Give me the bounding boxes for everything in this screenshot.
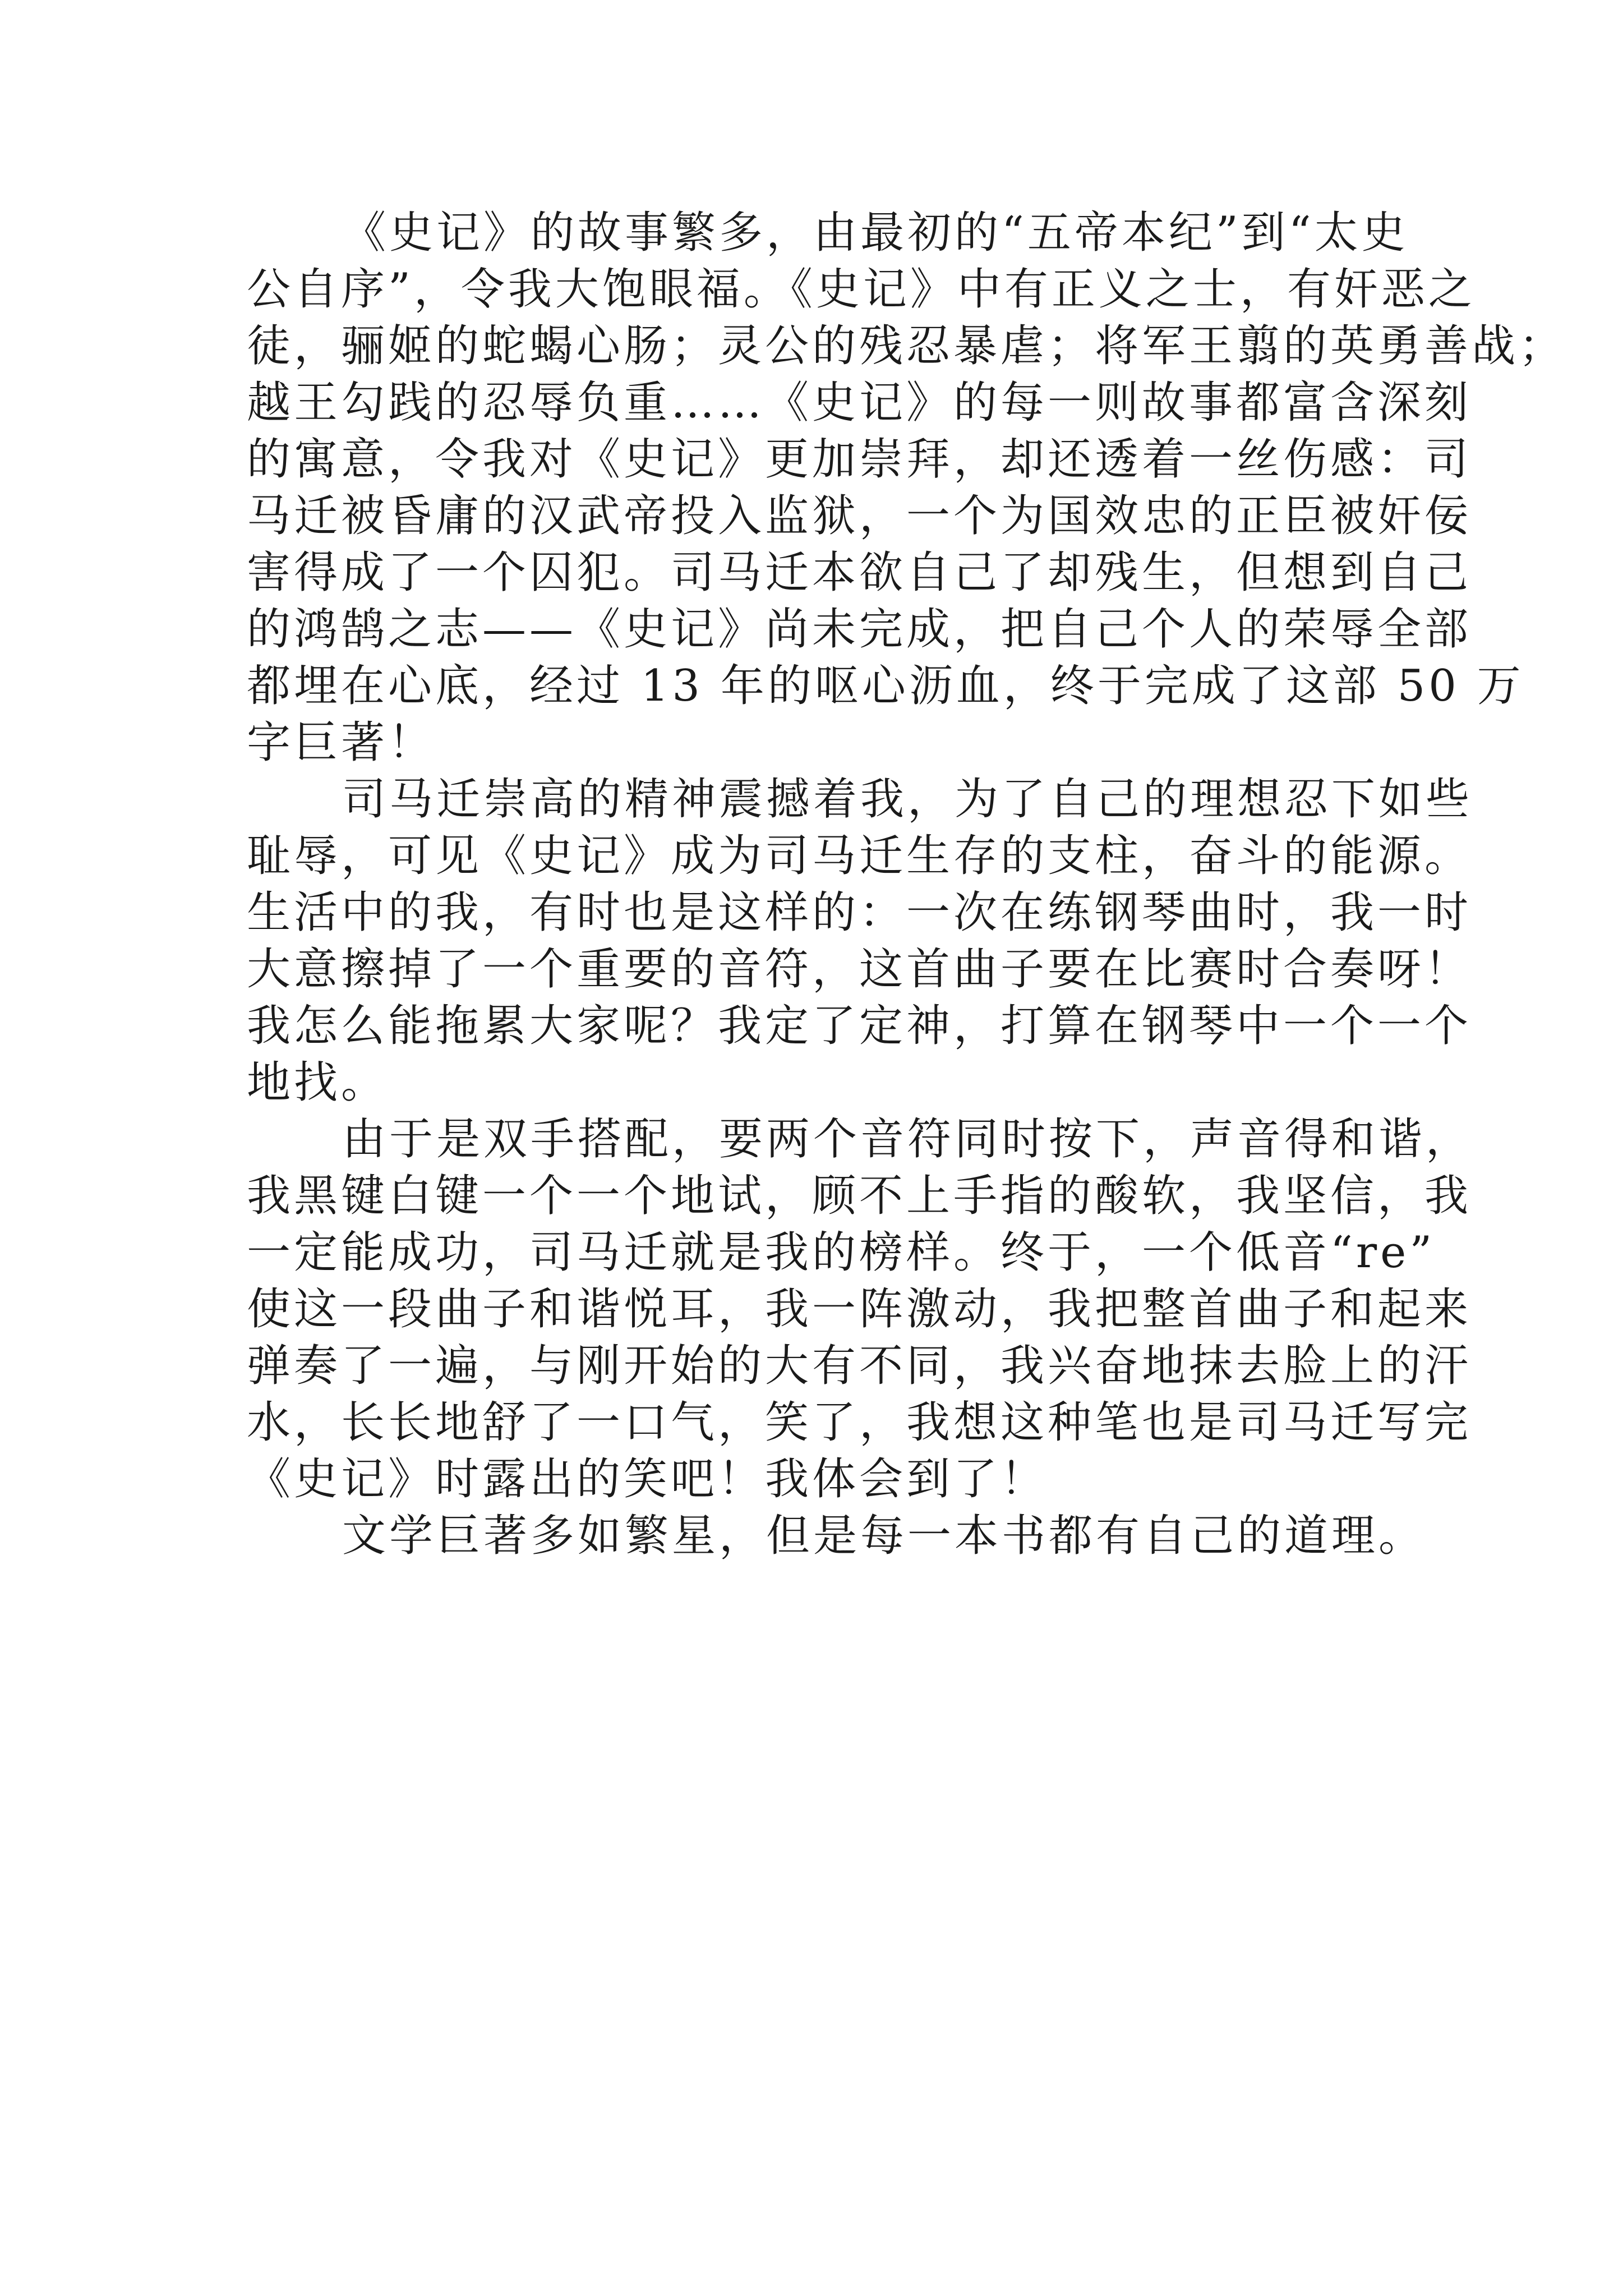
- paragraph-1: [247, 205, 1566, 771]
- text-line: 《史记》的故事繁多，由最初的“五帝本纪”到“太史: [342, 208, 1409, 258]
- text-line: 耻辱，可见《史记》成为司马迁生存的支柱，奋斗的能源。: [247, 831, 1472, 881]
- text-line: 马迁被昏庸的汉武帝投入监狱，一个为国效忠的正臣被奸佞: [247, 491, 1472, 541]
- text-line: 的寓意，令我对《史记》更加崇拜，却还透着一丝伤感：司: [247, 434, 1472, 485]
- text-line: 《史记》时露出的笑吧！我体会到了！: [247, 1454, 1048, 1504]
- paragraph-4: [247, 1508, 1426, 1565]
- paragraph-3: [247, 1111, 1473, 1508]
- text-line: 水，长长地舒了一口气，笑了，我想这种笔也是司马迁写完: [247, 1397, 1472, 1448]
- text-line: 大意擦掉了一个重要的音符，这首曲子要在比赛时合奏呀！: [247, 944, 1472, 995]
- text-line: 使这一段曲子和谐悦耳，我一阵激动，我把整首曲子和起来: [247, 1284, 1472, 1335]
- text-line: 越王勾践的忍辱负重……《史记》的每一则故事都富含深刻: [247, 378, 1472, 428]
- text-line: 由于是双手搭配，要两个音符同时按下，声音得和谐，: [342, 1114, 1473, 1165]
- text-line: 地找。: [247, 1057, 389, 1108]
- text-line: 我黑键白键一个一个地试，顾不上手指的酸软，我坚信，我: [247, 1171, 1472, 1221]
- document-body: [247, 205, 1566, 1565]
- text-line: 我怎么能拖累大家呢？我定了定神，打算在钢琴中一个一个: [247, 1001, 1472, 1051]
- text-line: 生活中的我，有时也是这样的：一次在练钢琴曲时，我一时: [247, 887, 1472, 938]
- text-line: 司马迁崇高的精神震撼着我，为了自己的理想忍下如些: [342, 774, 1473, 825]
- text-line: 害得成了一个囚犯。司马迁本欲自己了却残生，但想到自己: [247, 547, 1472, 598]
- text-line: 的鸿鹄之志——《史记》尚未完成，把自己个人的荣辱全部: [247, 604, 1472, 655]
- text-line: 都埋在心底，经过 13 年的呕心沥血，终于完成了这部 50 万: [247, 661, 1524, 711]
- text-line: 字巨著！: [247, 717, 436, 768]
- text-line: 公自序”，令我大饱眼福。《史记》中有正义之士，有奸恶之: [247, 264, 1476, 315]
- text-line: 徒，骊姬的蛇蝎心肠；灵公的残忍暴虐；将军王翦的英勇善战；: [247, 321, 1566, 371]
- paragraph-2: [247, 771, 1473, 1111]
- text-line: 弹奏了一遍，与刚开始的大有不同，我兴奋地抹去脸上的汗: [247, 1341, 1472, 1391]
- text-line: 一定能成功，司马迁就是我的榜样。终于，一个低音“re”: [247, 1227, 1436, 1278]
- text-line: 文学巨著多如繁星，但是每一本书都有自己的道理。: [342, 1511, 1426, 1561]
